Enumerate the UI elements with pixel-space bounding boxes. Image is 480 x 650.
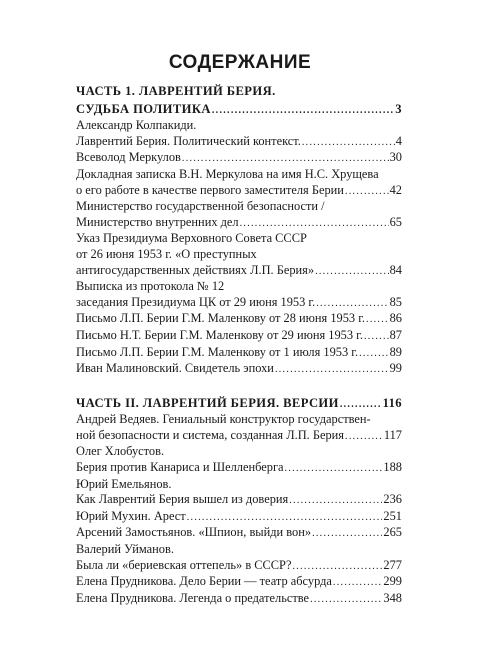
leader-dots: [316, 295, 388, 312]
toc-entry-page: 236: [383, 492, 402, 507]
toc-entry-page: 84: [389, 262, 402, 277]
leader-dots: [312, 525, 382, 542]
toc-entry-text: Письмо Л.П. Берии Г.М. Маленкову от 1 июля 1953 г.: [76, 344, 359, 359]
toc-entry-text: Была ли «бериевская оттепель» в СССР?: [76, 557, 292, 572]
toc-entry: Александр Колпакиди.: [76, 118, 197, 133]
part-1-heading-line2[interactable]: [76, 102, 402, 119]
toc-entry[interactable]: [76, 183, 402, 200]
toc-entry: Докладная записка В.Н. Меркулова на имя Н.С. Хрущева: [76, 166, 379, 181]
toc-entry-page: 85: [389, 294, 402, 309]
toc-entry-text: Елена Прудникова. Дело Берии — театр абсурда: [76, 574, 332, 589]
toc-entry-page: 348: [383, 590, 402, 605]
toc-entry[interactable]: [76, 460, 402, 477]
leader-dots: [315, 263, 389, 280]
toc-entry[interactable]: [76, 361, 402, 378]
toc-entry-text: ной безопасности и система, созданная Л.П. Берия: [76, 427, 345, 442]
part-2-heading-text: ЧАСТЬ II. ЛАВРЕНТИЙ БЕРИЯ. ВЕРСИИ: [76, 395, 339, 410]
toc-entry-text: Всеволод Меркулов: [76, 150, 181, 165]
toc-entry-page: 117: [383, 427, 402, 442]
toc-entry[interactable]: [76, 428, 402, 445]
toc-entry[interactable]: [76, 150, 402, 167]
toc-entry-text: заседания Президиума ЦК от 29 июня 1953 г.: [76, 294, 316, 309]
toc-entry: Министерство государственной безопасности /: [76, 199, 325, 214]
toc-entry: Юрий Емельянов.: [76, 476, 172, 491]
leader-dots: [302, 134, 395, 151]
toc-entry-page: 87: [389, 327, 402, 342]
toc-entry-text: Министерство внутренних дел: [76, 214, 239, 229]
toc-entry[interactable]: [76, 311, 402, 328]
toc-entry-text: Письмо Л.П. Берии Г.М. Маленкову от 28 июня 1953 г.: [76, 311, 366, 326]
part-2-heading[interactable]: [76, 396, 402, 413]
leader-dots: [285, 460, 383, 477]
toc-entry-text: антигосударственных действиях Л.П. Берия»: [76, 262, 315, 277]
leader-dots: [289, 492, 382, 509]
toc-entry-page: 89: [389, 344, 402, 359]
toc-entry: от 26 июня 1953 г. «О преступных: [76, 246, 257, 261]
toc-entry-page: 65: [389, 214, 402, 229]
part-1-entries: [76, 118, 402, 378]
part-1-heading-line1: ЧАСТЬ 1. ЛАВРЕНТИЙ БЕРИЯ.: [76, 84, 276, 98]
toc-entry-text: о его работе в качестве первого заместителя Берии: [76, 182, 344, 197]
part-1-heading-text: СУДЬБА ПОЛИТИКА: [76, 101, 211, 116]
toc-entry[interactable]: [76, 263, 402, 280]
leader-dots: [333, 574, 382, 591]
part-2-entries: [76, 412, 402, 607]
toc-entry-page: 277: [383, 557, 402, 572]
toc-entry-page: 4: [395, 133, 402, 148]
leader-dots: [359, 345, 389, 362]
toc-entry: Выписка из протокола № 12: [76, 279, 225, 294]
toc-entry-page: 86: [389, 311, 402, 326]
leader-dots: [345, 183, 389, 200]
toc-entry-text: Иван Малиновский. Свидетель эпохи: [76, 361, 274, 376]
page-title: СОДЕРЖАНИЕ: [168, 52, 312, 73]
toc-entry[interactable]: [76, 558, 402, 575]
leader-dots: [366, 311, 389, 328]
toc-entry-text: Письмо Н.Т. Берии Г.М. Маленкову от 29 июня 1953 г.: [76, 327, 363, 342]
leader-dots: [345, 428, 383, 445]
toc-entry[interactable]: [76, 345, 402, 362]
toc-entry[interactable]: [76, 328, 402, 345]
leader-dots: [187, 509, 383, 526]
toc-entry-text: Берия против Канариса и Шелленберга: [76, 460, 284, 475]
toc-entry[interactable]: [76, 509, 402, 526]
toc-entry-text: Арсений Замостьянов. «Шпион, выйди вон»: [76, 525, 312, 540]
leader-dots: [275, 361, 389, 378]
toc-entry-page: 42: [389, 182, 402, 197]
toc-entry-text: Лаврентий Берия. Политический контекст.: [76, 133, 301, 148]
toc-entry: Валерий Уйманов.: [76, 542, 174, 557]
toc-entry: Олег Хлобустов.: [76, 444, 165, 459]
toc-entry-page: 99: [389, 361, 402, 376]
toc-entry-page: 188: [383, 460, 402, 475]
leader-dots: [364, 328, 389, 345]
leader-dots: [292, 558, 382, 575]
leader-dots: [310, 591, 382, 608]
toc-entry-page: 265: [383, 525, 402, 540]
leader-dots: [240, 215, 389, 232]
part-1-heading-page: 3: [395, 101, 402, 116]
table-of-contents: [76, 84, 402, 607]
leader-dots: [212, 102, 394, 119]
toc-entry-page: 299: [383, 574, 402, 589]
toc-entry[interactable]: [76, 295, 402, 312]
toc-entry[interactable]: [76, 574, 402, 591]
toc-entry[interactable]: [76, 492, 402, 509]
part-2: [76, 396, 402, 608]
toc-entry[interactable]: [76, 215, 402, 232]
toc-entry-text: Елена Прудникова. Легенда о предательстве: [76, 590, 310, 605]
toc-entry-page: 30: [389, 150, 402, 165]
toc-entry: Указ Президиума Верховного Совета СССР: [76, 231, 307, 246]
part-1: [76, 84, 402, 378]
part-2-heading-page: 116: [382, 395, 402, 410]
leader-dots: [182, 150, 389, 167]
toc-entry-text: Как Лаврентий Берия вышел из доверия: [76, 492, 289, 507]
toc-entry-page: 251: [383, 508, 402, 523]
toc-entry[interactable]: [76, 134, 402, 151]
leader-dots: [340, 396, 382, 413]
toc-entry[interactable]: [76, 525, 402, 542]
toc-entry-text: Юрий Мухин. Арест: [76, 508, 186, 523]
toc-entry[interactable]: [76, 591, 402, 608]
toc-entry: Андрей Ведяев. Гениальный конструктор государствен-: [76, 412, 371, 427]
